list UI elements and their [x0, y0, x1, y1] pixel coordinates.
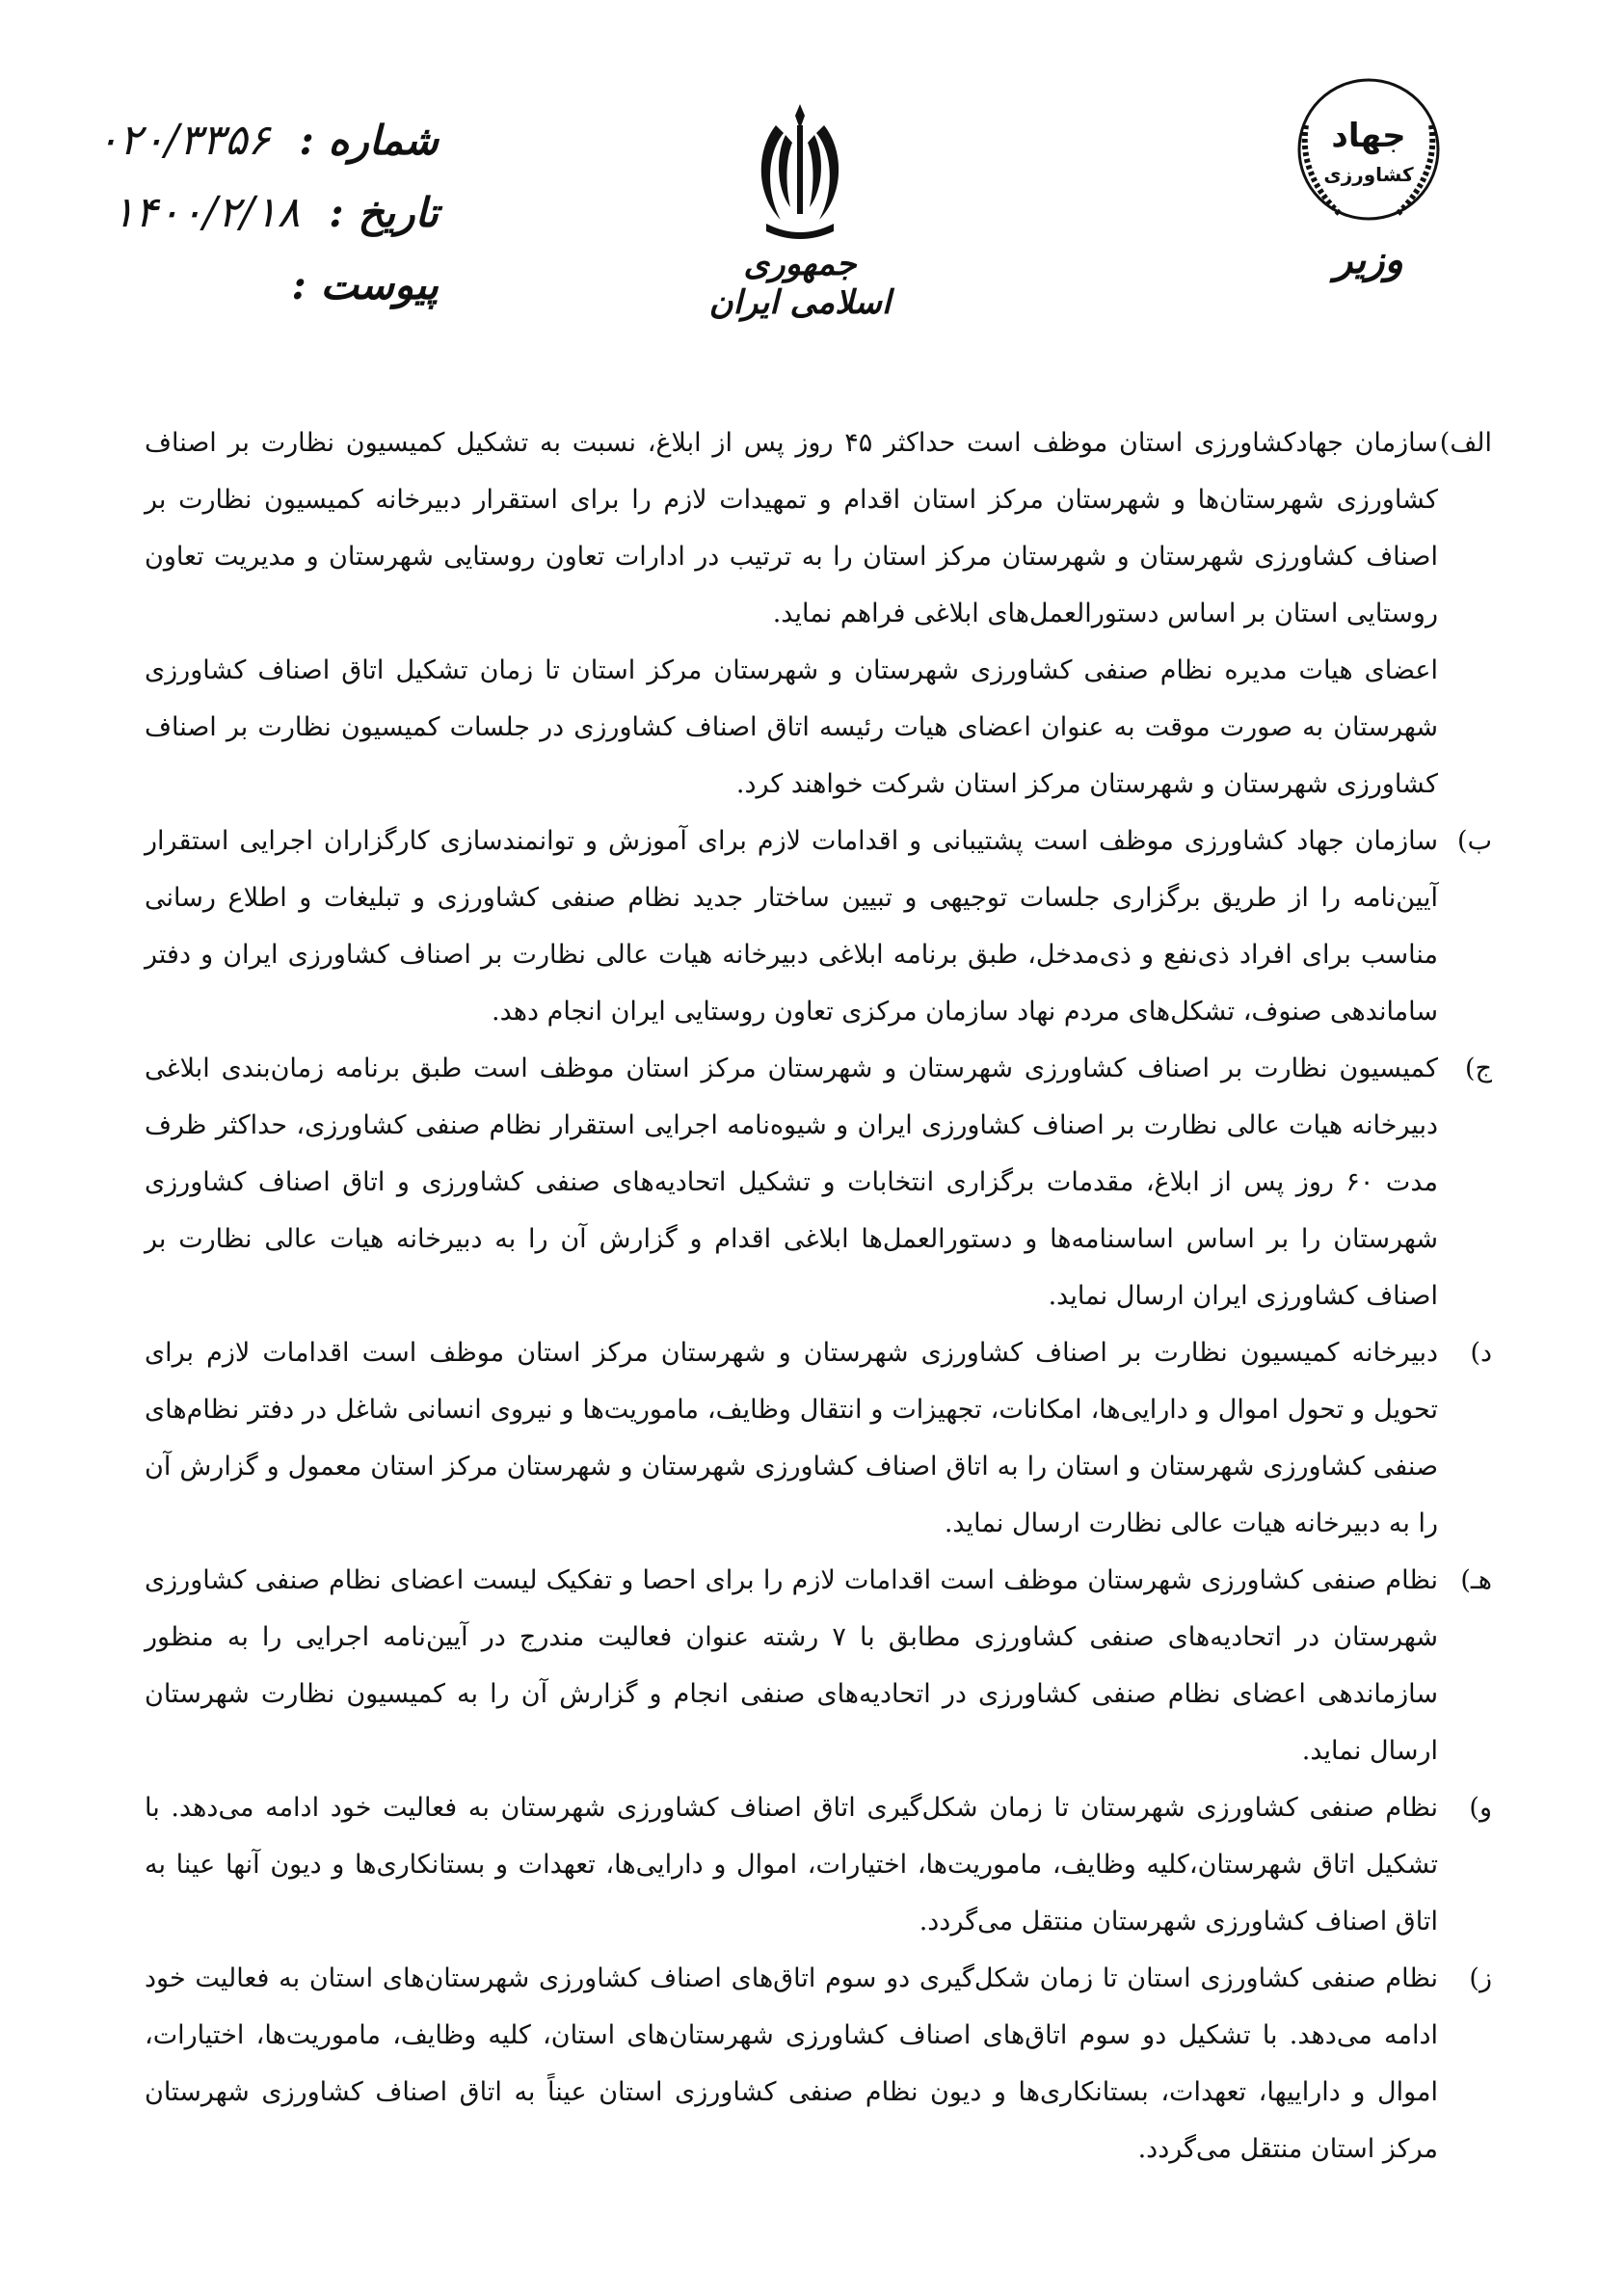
paragraph-text: نظام صنفی کشاورزی شهرستان موظف است اقدامات لازم را برای احصا و تفکیک لیست اعضای نظام صنفی کشاورزی شهرستان در اتحادیه‌های صنفی کشاورزی مطابق با ۷ رشته عنوان فعالیت مندرج در آیین‌نامه اجرایی را به منظور سازماندهی اعضای نظام صنفی کشاورزی در اتحادیه‌های صنفی انجام و گزارش آن را به کمیسیون نظارت شهرستان ارسال نماید. [145, 1565, 1438, 1766]
paragraph-marker: هـ) [1460, 1565, 1492, 1595]
number-value: ۰۲۰/۳۳۵۶ [96, 115, 271, 165]
paragraph-jim [145, 1040, 1492, 1324]
seal-bottom-text: کشاورزی [1323, 163, 1414, 186]
paragraph-ze [145, 1950, 1492, 2177]
letter-date-row [112, 178, 439, 246]
paragraph-text: اعضای هیات مدیره نظام صنفی کشاورزی شهرستان و شهرستان مرکز استان تا زمان تشکیل اتاق اصناف کشاورزی شهرستان به صورت موقت به عنوان اعضای هیات رئیسه اتاق اصناف کشاورزی در جلسات کمیسیون نظارت بر اصناف کشاورزی شهرستان و شهرستان مرکز استان شرکت خواهند کرد. [145, 655, 1438, 799]
paragraph-alef [145, 414, 1492, 642]
number-label: شماره : [299, 116, 439, 164]
letter-attachment-row [262, 251, 439, 318]
ministry-seal-block [1272, 67, 1465, 318]
paragraph-he [145, 1552, 1492, 1779]
letter-meta [92, 106, 439, 347]
paragraph-marker: الف) [1439, 428, 1492, 458]
date-value: ۱۴۰۰/۲/۱۸ [112, 187, 301, 237]
seal-top-text: جهاد [1331, 117, 1406, 155]
paragraph-text: کمیسیون نظارت بر اصناف کشاورزی شهرستان و شهرستان مرکز استان موظف است طبق برنامه زمان‌بندی ابلاغی دبیرخانه هیات عالی نظارت بر اصناف کشاورزی ایران و شیوه‌نامه اجرایی استقرار نظام صنفی کشاورزی، حداکثر ظرف مدت ۶۰ روز پس از ابلاغ، مقدمات برگزاری انتخابات و تشکیل اتحادیه‌های صنفی کشاورزی و اتاق اصناف کشاورزی شهرستان را بر اساس اساسنامه‌ها و دستورالعمل‌ها ابلاغی اقدام و گزارش آن را به دبیرخانه هیات عالی نظارت بر اصناف کشاورزی ایران ارسال نماید. [145, 1054, 1438, 1311]
paragraph-marker: ز) [1469, 1963, 1492, 1993]
paragraph-vav [145, 1779, 1492, 1950]
paragraph-alef-continued [145, 642, 1465, 813]
emblem-icon [737, 96, 863, 241]
paragraph-dal [145, 1324, 1492, 1552]
paragraph-text: سازمان جهادکشاورزی استان موظف است حداکثر ۴۵ روز پس از ابلاغ، نسبت به تشکیل کمیسیون نظارت بر اصناف کشاورزی شهرستان‌ها و شهرستان مرکز استان اقدام و تمهیدات لازم را برای استقرار دبیرخانه کمیسیون نظارت بر اصناف کشاورزی شهرستان و شهرستان مرکز استان را به ترتیب در ادارات تعاون روستایی شهرستان و مدیریت تعاون روستایی استان بر اساس دستورالعمل‌های ابلاغی فراهم نماید. [145, 428, 1439, 628]
paragraph-marker: ب) [1457, 826, 1492, 856]
paragraph-text: سازمان جهاد کشاورزی موظف است پشتیبانی و اقدامات لازم برای آموزش و توانمندسازی کارگزاران اجرایی استقرار آیین‌نامه را از طریق برگزاری جلسات توجیهی و تبیین ساختار جدید نظام صنفی کشاورزی و تبلیغات و اطلاع رسانی مناسب برای افراد ذی‌نفع و ذی‌مدخل، طبق برنامه ابلاغی دبیرخانه هیات عالی نظارت بر اصناف کشاورزی ایران و دفتر ساماندهی صنوف، تشکل‌های مردم نهاد سازمان مرکزی تعاون روستایی ایران انجام دهد. [145, 826, 1438, 1027]
letter-body [145, 414, 1492, 2177]
ministry-seal-icon [1287, 67, 1451, 231]
paragraph-marker: ج) [1465, 1054, 1492, 1083]
paragraph-text: نظام صنفی کشاورزی استان تا زمان شکل‌گیری دو سوم اتاق‌های اصناف کشاورزی شهرستان‌های استان به فعالیت خود ادامه می‌دهد. با تشکیل دو سوم اتاق‌های اصناف کشاورزی شهرستان‌های استان، کلیه وظایف، ماموریت‌ها، اختیارات، اموال و داراییها، تعهدات، بستانکاری‌ها و دیون نظام صنفی کشاورزی استان عیناً به اتاق اصناف کشاورزی شهرستان مرکز استان منتقل می‌گردد. [145, 1963, 1438, 2164]
date-label: تاریخ : [329, 188, 439, 236]
letter-number-row [96, 106, 439, 174]
paragraph-be [145, 813, 1492, 1040]
paragraph-text: دبیرخانه کمیسیون نظارت بر اصناف کشاورزی شهرستان و شهرستان مرکز استان موظف است اقدامات لازم برای تحویل و تحول اموال و دارایی‌ها، امکانات، تجهیزات و انتقال وظایف، ماموریت‌ها و نیروی انسانی شاغل در دفتر نظام‌های صنفی کشاورزی شهرستان و استان را به اتاق اصناف کشاورزی شهرستان و شهرستان مرکز استان معمول و گزارش آن را به دبیرخانه هیات عالی نظارت ارسال نماید. [145, 1338, 1438, 1538]
national-emblem-block [694, 96, 906, 322]
paragraph-marker: و) [1469, 1793, 1492, 1823]
emblem-caption: جمهوری اسلامی ایران [708, 245, 892, 322]
paragraph-marker: د) [1470, 1338, 1492, 1368]
attachment-label: پیوست : [291, 260, 439, 308]
minister-title: وزیر [1334, 237, 1403, 282]
paragraph-text: نظام صنفی کشاورزی شهرستان تا زمان شکل‌گیری اتاق اصناف کشاورزی شهرستان به فعالیت خود ادامه می‌دهد. با تشکیل اتاق شهرستان،کلیه وظایف، ماموریت‌ها، اختیارات، اموال و دارایی‌ها، تعهدات و بستانکاری‌ها و دیون آنها عینا به اتاق اصناف کشاورزی شهرستان منتقل می‌گردد. [145, 1793, 1438, 1936]
